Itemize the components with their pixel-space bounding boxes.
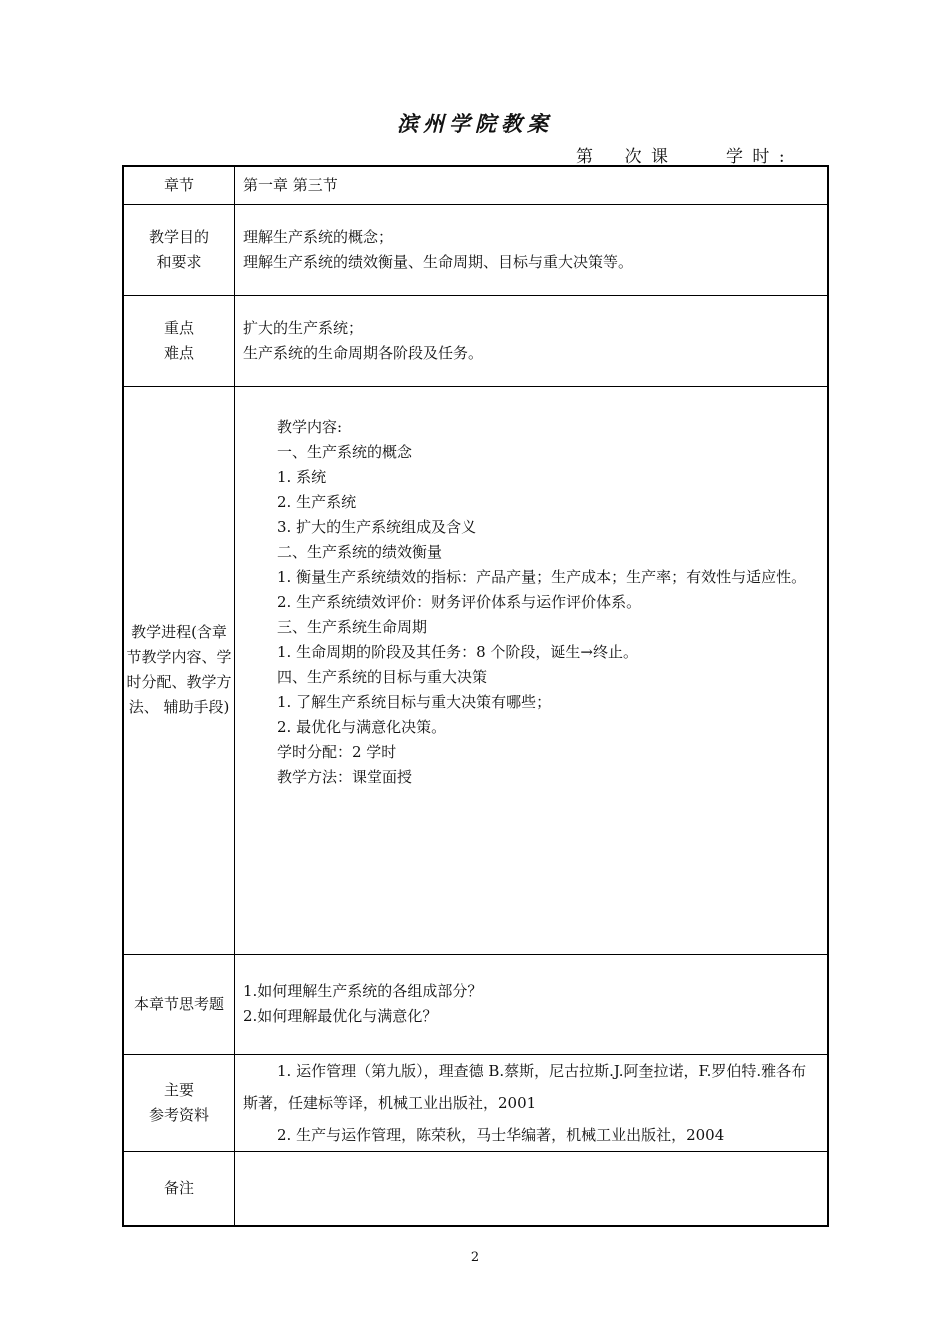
hours-label: 学 时 : — [726, 147, 787, 167]
lesson-label: 第 次 课 — [576, 147, 671, 167]
chapter-label: 章节 — [123, 166, 235, 204]
row-questions — [123, 954, 828, 1054]
process-label: 教学进程(含章节教学内容、学时分配、教学方法、 辅助手段) — [123, 386, 235, 954]
notes-label: 备注 — [123, 1151, 235, 1226]
reference-item: 1. 运作管理（第九版），理查德 B.蔡斯，尼古拉斯.J.阿奎拉诺，F.罗伯特.雅各布斯著，任建标等译，机械工业出版社，2001 — [243, 1061, 807, 1112]
row-chapter — [123, 166, 828, 204]
row-references — [123, 1054, 828, 1151]
reference-item: 2. 生产与运作管理，陈荣秋，马士华编著，机械工业出版社，2004 — [277, 1125, 725, 1144]
key-points-label: 重点 难点 — [123, 295, 235, 386]
objectives-label: 教学目的 和要求 — [123, 204, 235, 295]
objectives-content: 理解生产系统的概念； 理解生产系统的绩效衡量、生命周期、目标与重大决策等。 — [235, 204, 829, 295]
notes-content — [235, 1151, 829, 1226]
references-label: 主要 参考资料 — [123, 1054, 235, 1151]
questions-content: 1.如何理解生产系统的各组成部分？ 2.如何理解最优化与满意化？ — [235, 954, 829, 1054]
row-objectives — [123, 204, 828, 295]
process-content: 教学内容: 一、生产系统的概念 1. 系统 2. 生产系统 3. 扩大的生产系统组成及含义 二、生产系统的绩效衡量 1. 衡量生产系统绩效的指标：产品产量；生产成本；生产率；有效性与适应性。 2. 生产系统绩效评价：财务评价体系与运作评价体系。 三、生产系统生命周期 1. 生命周期的阶段及其任务：8 个阶段，诞生→终止。 四、生产系统的目标与重大决策 1. 了解生产系统目标与重大决策有哪些； 2. 最优化与满意化决策。 学时分配：2 学时 教学方法：课堂面授 — [235, 386, 829, 954]
row-notes — [123, 1151, 828, 1226]
key-points-content: 扩大的生产系统； 生产系统的生命周期各阶段及任务。 — [235, 295, 829, 386]
lesson-plan-table — [122, 165, 829, 1227]
references-content — [235, 1054, 829, 1151]
lesson-hours-line — [576, 142, 787, 167]
page-title: 滨州学院教案 — [397, 111, 553, 136]
row-process — [123, 386, 828, 954]
row-key-points — [123, 295, 828, 386]
page-number: 2 — [470, 1250, 480, 1265]
questions-label: 本章节思考题 — [123, 954, 235, 1054]
chapter-value: 第一章 第三节 — [235, 166, 829, 204]
